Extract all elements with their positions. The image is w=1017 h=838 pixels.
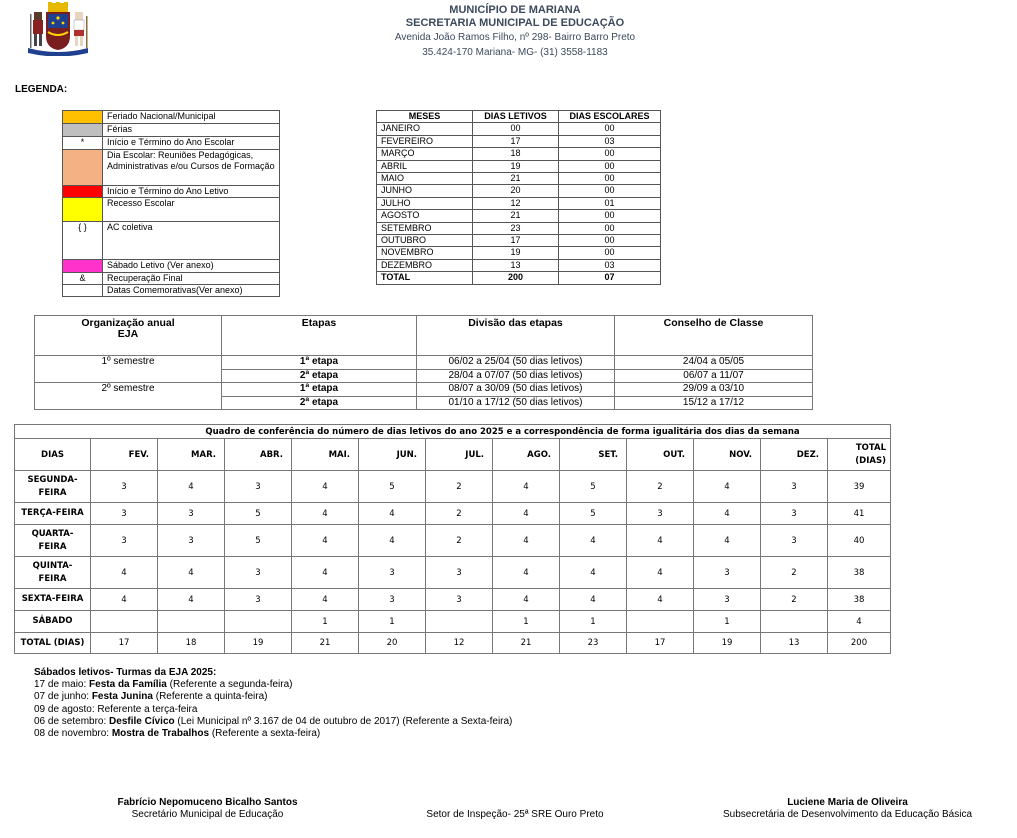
day-count-cell: 4 — [158, 589, 225, 611]
total-count-cell: 20 — [359, 633, 426, 654]
eja-organization-table — [34, 315, 813, 410]
legend-swatch — [63, 198, 103, 222]
day-count-cell: 38 — [828, 589, 891, 611]
total-label: TOTAL (DIAS) — [15, 633, 91, 654]
day-count-cell: 4 — [694, 471, 761, 503]
day-count-cell: 5 — [225, 503, 292, 525]
col-header-dias-letivos: DIAS LETIVOS — [473, 111, 559, 123]
day-count-cell: 3 — [359, 557, 426, 589]
day-count-cell: 4 — [694, 525, 761, 557]
table-row — [377, 235, 661, 247]
conselho-dates: 24/04 a 05/05 — [615, 356, 813, 370]
day-count-cell: 5 — [225, 525, 292, 557]
saturday-item: 09 de agosto: Referente a terça-feira — [34, 703, 198, 715]
legend-label: Recesso Escolar — [103, 198, 280, 222]
day-count-cell: 3 — [225, 471, 292, 503]
day-count-cell: 4 — [627, 557, 694, 589]
day-count-cell: 3 — [694, 589, 761, 611]
dias-letivos: 18 — [473, 148, 559, 160]
table-row — [35, 383, 813, 397]
table-caption: Quadro de conferência do número de dias letivos do ano 2025 e a correspondência de forma igualitária dos dias da semana — [15, 425, 891, 439]
legend-row — [63, 260, 280, 273]
col-header-month: MAI. — [292, 439, 359, 471]
day-count-cell: 4 — [292, 471, 359, 503]
total-count-cell: 18 — [158, 633, 225, 654]
legend-swatch — [63, 285, 103, 297]
semester-label: 1º semestre — [35, 356, 222, 383]
col-header-month: FEV. — [91, 439, 158, 471]
legend-title: LEGENDA: — [15, 84, 68, 95]
total-label: TOTAL — [377, 272, 473, 284]
legend-row — [63, 222, 280, 260]
table-row — [15, 611, 891, 633]
legend-swatch — [63, 137, 103, 150]
signatory-name: Fabrício Nepomuceno Bicalho Santos — [117, 797, 298, 808]
day-count-cell: 4 — [493, 525, 560, 557]
table-row — [377, 185, 661, 197]
weekday-label: SEXTA-FEIRA — [15, 589, 91, 611]
day-count-cell: 3 — [761, 525, 828, 557]
dias-escolares: 00 — [559, 235, 661, 247]
col-header-month: NOV. — [694, 439, 761, 471]
month-name: MARÇO — [377, 148, 473, 160]
col-header-conselho: Conselho de Classe — [615, 316, 813, 356]
col-header-meses: MESES — [377, 111, 473, 123]
month-name: AGOSTO — [377, 210, 473, 222]
dias-escolares: 00 — [559, 210, 661, 222]
saturday-item: 06 de setembro: Desfile Cívico (Lei Municipal nº 3.167 de 04 de outubro de 2017) (Referente a Sexta-feira) — [34, 715, 513, 727]
dias-letivos: 13 — [473, 259, 559, 271]
day-count-cell: 1 — [493, 611, 560, 633]
etapa-divisao: 01/10 a 17/12 (50 dias letivos) — [417, 396, 615, 410]
day-count-cell: 41 — [828, 503, 891, 525]
postal-phone-line: 35.424-170 Mariana- MG- (31) 3558-1183 — [422, 47, 608, 58]
municipality-name: MUNICÍPIO DE MARIANA — [449, 4, 581, 16]
legend-label: Sábado Letivo (Ver anexo) — [103, 260, 280, 273]
legend-row — [63, 186, 280, 198]
header-line: Organização anual — [81, 317, 175, 329]
header-line: EJA — [117, 328, 139, 340]
col-header-organizacao — [35, 316, 222, 356]
dias-escolares: 00 — [559, 123, 661, 135]
day-count-cell — [158, 611, 225, 633]
table-row — [15, 471, 891, 503]
day-count-cell: 3 — [694, 557, 761, 589]
signatory-role: Secretário Municipal de Educação — [131, 809, 284, 820]
dias-letivos: 19 — [473, 160, 559, 172]
legend-label: Início e Término do Ano Escolar — [103, 137, 280, 150]
month-name: ABRIL — [377, 160, 473, 172]
weekday-label: TERÇA-FEIRA — [15, 503, 91, 525]
dias-letivos: 17 — [473, 135, 559, 147]
legend-row — [63, 273, 280, 285]
legend-row — [63, 285, 280, 297]
braces-symbol: { } — [78, 222, 87, 232]
month-name: NOVEMBRO — [377, 247, 473, 259]
col-header-month: SET. — [560, 439, 627, 471]
header-line: TOTAL — [855, 442, 886, 453]
dias-escolares: 00 — [559, 173, 661, 185]
table-row — [377, 135, 661, 147]
legend-label: AC coletiva — [103, 222, 280, 260]
day-count-cell: 4 — [493, 557, 560, 589]
table-row — [15, 525, 891, 557]
day-count-cell: 3 — [761, 503, 828, 525]
address-line: Avenida João Ramos Filho, nº 298- Bairro Barro Preto — [394, 32, 636, 43]
signature-subsecretary — [700, 797, 995, 821]
dias-escolares: 03 — [559, 135, 661, 147]
day-count-cell: 4 — [292, 589, 359, 611]
saturday-classes-section — [34, 667, 512, 740]
total-count-cell: 19 — [694, 633, 761, 654]
day-count-cell: 4 — [493, 471, 560, 503]
total-count-cell: 19 — [225, 633, 292, 654]
dias-escolares: 03 — [559, 259, 661, 271]
weekday-label: SÁBADO — [15, 611, 91, 633]
day-count-cell: 3 — [91, 471, 158, 503]
legend-table — [62, 110, 280, 297]
col-header-dias-escolares: DIAS ESCOLARES — [559, 111, 661, 123]
signatory-name: Luciene Maria de Oliveira — [787, 797, 908, 808]
day-count-cell: 3 — [91, 525, 158, 557]
dias-letivos: 23 — [473, 222, 559, 234]
day-count-cell: 4 — [828, 611, 891, 633]
etapa-divisao: 28/04 a 07/07 (50 dias letivos) — [417, 369, 615, 383]
saturday-item: 07 de junho: Festa Junina (Referente a quinta-feira) — [34, 691, 268, 703]
dias-escolares: 00 — [559, 160, 661, 172]
dias-letivos: 20 — [473, 185, 559, 197]
day-count-cell: 4 — [694, 503, 761, 525]
dias-escolares: 00 — [559, 222, 661, 234]
section-title: Sábados letivos- Turmas da EJA 2025: — [34, 667, 217, 678]
total-count-cell: 13 — [761, 633, 828, 654]
conselho-dates: 29/09 a 03/10 — [615, 383, 813, 397]
caption-row — [15, 425, 891, 439]
asterisk-symbol: * — [80, 137, 85, 147]
day-count-cell: 4 — [359, 503, 426, 525]
total-row — [377, 272, 661, 284]
day-count-cell: 4 — [158, 557, 225, 589]
day-count-cell: 2 — [761, 589, 828, 611]
day-count-cell: 1 — [560, 611, 627, 633]
signature-inspection — [410, 809, 620, 821]
day-count-cell: 3 — [426, 589, 493, 611]
table-row — [377, 210, 661, 222]
dias-escolares: 00 — [559, 247, 661, 259]
table-row — [15, 557, 891, 589]
day-count-cell: 5 — [560, 503, 627, 525]
legend-swatch — [63, 186, 103, 198]
dias-escolares: 01 — [559, 197, 661, 209]
day-count-cell: 2 — [426, 525, 493, 557]
day-count-cell: 39 — [828, 471, 891, 503]
day-count-cell: 3 — [627, 503, 694, 525]
day-count-cell: 4 — [292, 525, 359, 557]
day-count-cell — [426, 611, 493, 633]
department-name: SECRETARIA MUNICIPAL DE EDUCAÇÃO — [405, 17, 625, 29]
table-row — [15, 589, 891, 611]
legend-label: Recuperação Final — [103, 273, 280, 285]
signature-secretary — [100, 797, 315, 821]
etapa-label: 2ª etapa — [222, 396, 417, 410]
day-count-cell: 3 — [158, 503, 225, 525]
table-row — [377, 197, 661, 209]
table-row — [15, 503, 891, 525]
day-count-cell: 4 — [627, 589, 694, 611]
day-count-cell: 1 — [359, 611, 426, 633]
legend-swatch — [63, 273, 103, 285]
day-count-cell: 4 — [560, 525, 627, 557]
month-name: JULHO — [377, 197, 473, 209]
legend-label: Férias — [103, 124, 280, 137]
coat-of-arms-logo — [22, 2, 94, 56]
col-header-month: MAR. — [158, 439, 225, 471]
col-header-month: ABR. — [225, 439, 292, 471]
day-count-cell: 4 — [158, 471, 225, 503]
month-name: JANEIRO — [377, 123, 473, 135]
day-count-cell: 2 — [426, 503, 493, 525]
legend-label: Feriado Nacional/Municipal — [103, 111, 280, 124]
etapa-label: 2ª etapa — [222, 369, 417, 383]
signatory-role: Setor de Inspeção- 25ª SRE Ouro Preto — [426, 809, 604, 820]
weekday-distribution-table — [14, 424, 891, 654]
table-row — [377, 247, 661, 259]
total-count-cell: 12 — [426, 633, 493, 654]
conselho-dates: 15/12 a 17/12 — [615, 396, 813, 410]
legend-row — [63, 137, 280, 150]
weekday-label: SEGUNDA- FEIRA — [15, 471, 91, 503]
day-count-cell: 2 — [627, 471, 694, 503]
day-count-cell: 4 — [91, 557, 158, 589]
day-count-cell — [91, 611, 158, 633]
col-header-divisao: Divisão das etapas — [417, 316, 615, 356]
month-name: DEZEMBRO — [377, 259, 473, 271]
col-header-total — [828, 439, 891, 471]
header-line: (DIAS) — [855, 455, 886, 466]
col-header-month: JUN. — [359, 439, 426, 471]
signatory-role: Subsecretária de Desenvolvimento da Educação Básica — [722, 809, 973, 820]
dias-letivos: 19 — [473, 247, 559, 259]
col-header-dias: DIAS — [15, 439, 91, 471]
table-row — [377, 259, 661, 271]
month-name: FEVEREIRO — [377, 135, 473, 147]
day-count-cell — [225, 611, 292, 633]
col-header-etapas: Etapas — [222, 316, 417, 356]
day-count-cell: 3 — [426, 557, 493, 589]
dias-letivos: 21 — [473, 210, 559, 222]
legend-label: Dia Escolar: Reuniões Pedagógicas, Administrativas e/ou Cursos de Formação — [103, 150, 280, 186]
weekday-label: QUARTA- FEIRA — [15, 525, 91, 557]
total-row — [15, 633, 891, 654]
etapa-divisao: 06/02 a 25/04 (50 dias letivos) — [417, 356, 615, 370]
col-header-month: OUT. — [627, 439, 694, 471]
day-count-cell: 5 — [560, 471, 627, 503]
day-count-cell: 3 — [158, 525, 225, 557]
legend-swatch — [63, 111, 103, 124]
day-count-cell — [761, 611, 828, 633]
day-count-cell — [627, 611, 694, 633]
dias-letivos: 00 — [473, 123, 559, 135]
table-row — [35, 356, 813, 370]
day-count-cell: 4 — [91, 589, 158, 611]
saturday-item: 08 de novembro: Mostra de Trabalhos (Referente a sexta-feira) — [34, 728, 321, 740]
legend-swatch — [63, 124, 103, 137]
legend-row — [63, 124, 280, 137]
day-count-cell: 3 — [761, 471, 828, 503]
day-count-cell: 40 — [828, 525, 891, 557]
ampersand-symbol: & — [79, 273, 86, 283]
table-row — [377, 148, 661, 160]
day-count-cell: 4 — [560, 589, 627, 611]
day-count-cell: 4 — [359, 525, 426, 557]
day-count-cell: 4 — [292, 503, 359, 525]
etapa-divisao: 08/07 a 30/09 (50 dias letivos) — [417, 383, 615, 397]
legend-swatch — [63, 260, 103, 273]
col-header-month: AGO. — [493, 439, 560, 471]
month-name: MAIO — [377, 173, 473, 185]
quadro-header-row — [15, 439, 891, 471]
total-dias-letivos: 200 — [473, 272, 559, 284]
legend-row — [63, 111, 280, 124]
conselho-dates: 06/07 a 11/07 — [615, 369, 813, 383]
weekday-label: QUINTA- FEIRA — [15, 557, 91, 589]
day-count-cell: 1 — [292, 611, 359, 633]
table-row — [377, 123, 661, 135]
table-row — [377, 222, 661, 234]
day-count-cell: 5 — [359, 471, 426, 503]
day-count-cell: 1 — [694, 611, 761, 633]
day-count-cell: 3 — [225, 589, 292, 611]
col-header-month: DEZ. — [761, 439, 828, 471]
legend-row — [63, 150, 280, 186]
day-count-cell: 2 — [761, 557, 828, 589]
legend-row — [63, 198, 280, 222]
dias-escolares: 00 — [559, 185, 661, 197]
dias-letivos: 17 — [473, 235, 559, 247]
legend-label: Datas Comemorativas(Ver anexo) — [103, 285, 280, 297]
etapa-label: 1ª etapa — [222, 383, 417, 397]
legend-label: Início e Término do Ano Letivo — [103, 186, 280, 198]
month-name: SETEMBRO — [377, 222, 473, 234]
total-count-cell: 21 — [292, 633, 359, 654]
total-count-cell: 17 — [91, 633, 158, 654]
day-count-cell: 38 — [828, 557, 891, 589]
semester-label: 2º semestre — [35, 383, 222, 410]
month-name: JUNHO — [377, 185, 473, 197]
eja-header-row — [35, 316, 813, 356]
day-count-cell: 4 — [493, 503, 560, 525]
coat-of-arms-icon — [22, 2, 94, 56]
document-header — [360, 4, 670, 60]
dias-escolares: 00 — [559, 148, 661, 160]
months-header-row — [377, 111, 661, 123]
total-dias-escolares: 07 — [559, 272, 661, 284]
total-count-cell: 21 — [493, 633, 560, 654]
day-count-cell: 4 — [560, 557, 627, 589]
legend-swatch — [63, 222, 103, 260]
day-count-cell: 4 — [292, 557, 359, 589]
saturday-item: 17 de maio: Festa da Família (Referente a segunda-feira) — [34, 679, 293, 691]
legend-swatch — [63, 150, 103, 186]
day-count-cell: 2 — [426, 471, 493, 503]
col-header-month: JUL. — [426, 439, 493, 471]
day-count-cell: 3 — [359, 589, 426, 611]
total-count-cell: 17 — [627, 633, 694, 654]
day-count-cell: 3 — [91, 503, 158, 525]
dias-letivos: 12 — [473, 197, 559, 209]
dias-letivos: 21 — [473, 173, 559, 185]
total-count-cell: 200 — [828, 633, 891, 654]
month-name: OUTUBRO — [377, 235, 473, 247]
day-count-cell: 3 — [225, 557, 292, 589]
table-row — [377, 160, 661, 172]
months-table — [376, 110, 661, 285]
day-count-cell: 4 — [627, 525, 694, 557]
total-count-cell: 23 — [560, 633, 627, 654]
day-count-cell: 4 — [493, 589, 560, 611]
etapa-label: 1ª etapa — [222, 356, 417, 370]
table-row — [377, 173, 661, 185]
